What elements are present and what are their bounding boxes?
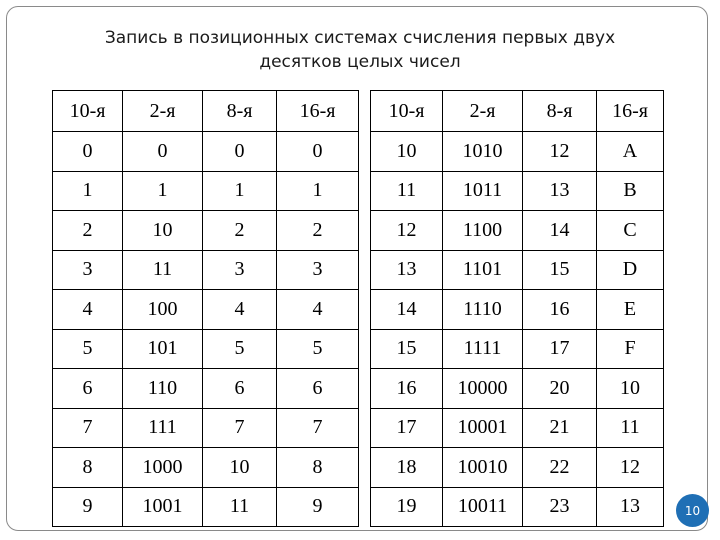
table-cell: 23 bbox=[523, 487, 597, 527]
table-cell: 12 bbox=[523, 132, 597, 172]
table-cell: B bbox=[597, 171, 664, 211]
table-cell: 9 bbox=[277, 487, 359, 527]
table-cell: 5 bbox=[203, 329, 277, 369]
table-cell: 11 bbox=[203, 487, 277, 527]
table-row bbox=[371, 211, 664, 251]
table-right bbox=[370, 90, 664, 527]
table-row bbox=[53, 369, 359, 409]
table-cell: 13 bbox=[523, 171, 597, 211]
table-cell: 11 bbox=[597, 408, 664, 448]
header-cell: 2-я bbox=[123, 91, 203, 132]
table-cell: 2 bbox=[203, 211, 277, 251]
table-cell: 1001 bbox=[123, 487, 203, 527]
header-cell: 16-я bbox=[277, 91, 359, 132]
table-cell: 7 bbox=[203, 408, 277, 448]
table-cell: 6 bbox=[277, 369, 359, 409]
table-cell: 16 bbox=[371, 369, 443, 409]
table-cell: 1 bbox=[277, 171, 359, 211]
table-row bbox=[371, 369, 664, 409]
table-row bbox=[371, 132, 664, 172]
table-row bbox=[53, 132, 359, 172]
table-row bbox=[371, 250, 664, 290]
table-cell: 0 bbox=[203, 132, 277, 172]
table-cell: 12 bbox=[597, 448, 664, 488]
table-cell: E bbox=[597, 290, 664, 330]
header-cell: 8-я bbox=[523, 91, 597, 132]
table-cell: 2 bbox=[277, 211, 359, 251]
table-cell: 20 bbox=[523, 369, 597, 409]
table-cell: 6 bbox=[53, 369, 123, 409]
table-cell: 0 bbox=[123, 132, 203, 172]
table-cell: 18 bbox=[371, 448, 443, 488]
table-cell: 10 bbox=[123, 211, 203, 251]
table-cell: 16 bbox=[523, 290, 597, 330]
table-cell: 1 bbox=[123, 171, 203, 211]
title-line-1: Запись в позиционных системах счисления первых двух bbox=[104, 28, 616, 48]
header-cell: 8-я bbox=[203, 91, 277, 132]
table-cell: 10011 bbox=[443, 487, 523, 527]
table-cell: C bbox=[597, 211, 664, 251]
table-cell: 10 bbox=[597, 369, 664, 409]
table-cell: 0 bbox=[53, 132, 123, 172]
table-cell: 1010 bbox=[443, 132, 523, 172]
table-cell: 3 bbox=[203, 250, 277, 290]
table-row bbox=[371, 290, 664, 330]
table-cell: 4 bbox=[277, 290, 359, 330]
header-cell: 10-я bbox=[53, 91, 123, 132]
table-cell: 3 bbox=[53, 250, 123, 290]
table-row bbox=[53, 211, 359, 251]
table-row bbox=[371, 487, 664, 527]
table-cell: 5 bbox=[277, 329, 359, 369]
table-cell: 0 bbox=[277, 132, 359, 172]
table-cell: 12 bbox=[371, 211, 443, 251]
table-row bbox=[371, 448, 664, 488]
table-cell: 4 bbox=[53, 290, 123, 330]
table-cell: 15 bbox=[371, 329, 443, 369]
table-cell: 15 bbox=[523, 250, 597, 290]
table-cell: 8 bbox=[53, 448, 123, 488]
table-cell: 14 bbox=[371, 290, 443, 330]
title-line-2: десятков целых чисел bbox=[259, 52, 461, 72]
table-cell: 11 bbox=[371, 171, 443, 211]
table-cell: 11 bbox=[123, 250, 203, 290]
table-cell: 4 bbox=[203, 290, 277, 330]
table-cell: 111 bbox=[123, 408, 203, 448]
table-cell: 100 bbox=[123, 290, 203, 330]
table-cell: 10010 bbox=[443, 448, 523, 488]
table-cell: 21 bbox=[523, 408, 597, 448]
table-cell: 8 bbox=[277, 448, 359, 488]
table-row bbox=[371, 329, 664, 369]
table-cell: 1 bbox=[53, 171, 123, 211]
table-cell: 7 bbox=[53, 408, 123, 448]
table-cell: 1011 bbox=[443, 171, 523, 211]
table-row bbox=[371, 408, 664, 448]
table-cell: 10000 bbox=[443, 369, 523, 409]
table-row bbox=[53, 329, 359, 369]
table-cell: F bbox=[597, 329, 664, 369]
table-row bbox=[53, 290, 359, 330]
table-cell: 19 bbox=[371, 487, 443, 527]
table-row bbox=[53, 408, 359, 448]
table-left bbox=[52, 90, 359, 527]
table-row bbox=[53, 171, 359, 211]
table-cell: 110 bbox=[123, 369, 203, 409]
table-cell: 22 bbox=[523, 448, 597, 488]
table-header-row bbox=[53, 91, 359, 132]
table-cell: 17 bbox=[371, 408, 443, 448]
table-row bbox=[53, 448, 359, 488]
table-row bbox=[53, 250, 359, 290]
table-cell: D bbox=[597, 250, 664, 290]
table-header-row bbox=[371, 91, 664, 132]
table-cell: 14 bbox=[523, 211, 597, 251]
table-cell: 5 bbox=[53, 329, 123, 369]
table-cell: 10 bbox=[203, 448, 277, 488]
table-cell: 1 bbox=[203, 171, 277, 211]
table-cell: 1111 bbox=[443, 329, 523, 369]
page-number-badge: 10 bbox=[676, 494, 709, 527]
table-cell: 1100 bbox=[443, 211, 523, 251]
table-cell: A bbox=[597, 132, 664, 172]
table-cell: 3 bbox=[277, 250, 359, 290]
header-cell: 10-я bbox=[371, 91, 443, 132]
table-row bbox=[371, 171, 664, 211]
table-cell: 1110 bbox=[443, 290, 523, 330]
table-cell: 101 bbox=[123, 329, 203, 369]
table-cell: 13 bbox=[371, 250, 443, 290]
table-cell: 1000 bbox=[123, 448, 203, 488]
table-cell: 1101 bbox=[443, 250, 523, 290]
table-cell: 13 bbox=[597, 487, 664, 527]
table-cell: 10 bbox=[371, 132, 443, 172]
table-cell: 2 bbox=[53, 211, 123, 251]
header-cell: 16-я bbox=[597, 91, 664, 132]
table-cell: 9 bbox=[53, 487, 123, 527]
header-cell: 2-я bbox=[443, 91, 523, 132]
table-cell: 10001 bbox=[443, 408, 523, 448]
table-row bbox=[53, 487, 359, 527]
table-cell: 7 bbox=[277, 408, 359, 448]
slide-title bbox=[60, 26, 660, 74]
table-cell: 6 bbox=[203, 369, 277, 409]
table-cell: 17 bbox=[523, 329, 597, 369]
